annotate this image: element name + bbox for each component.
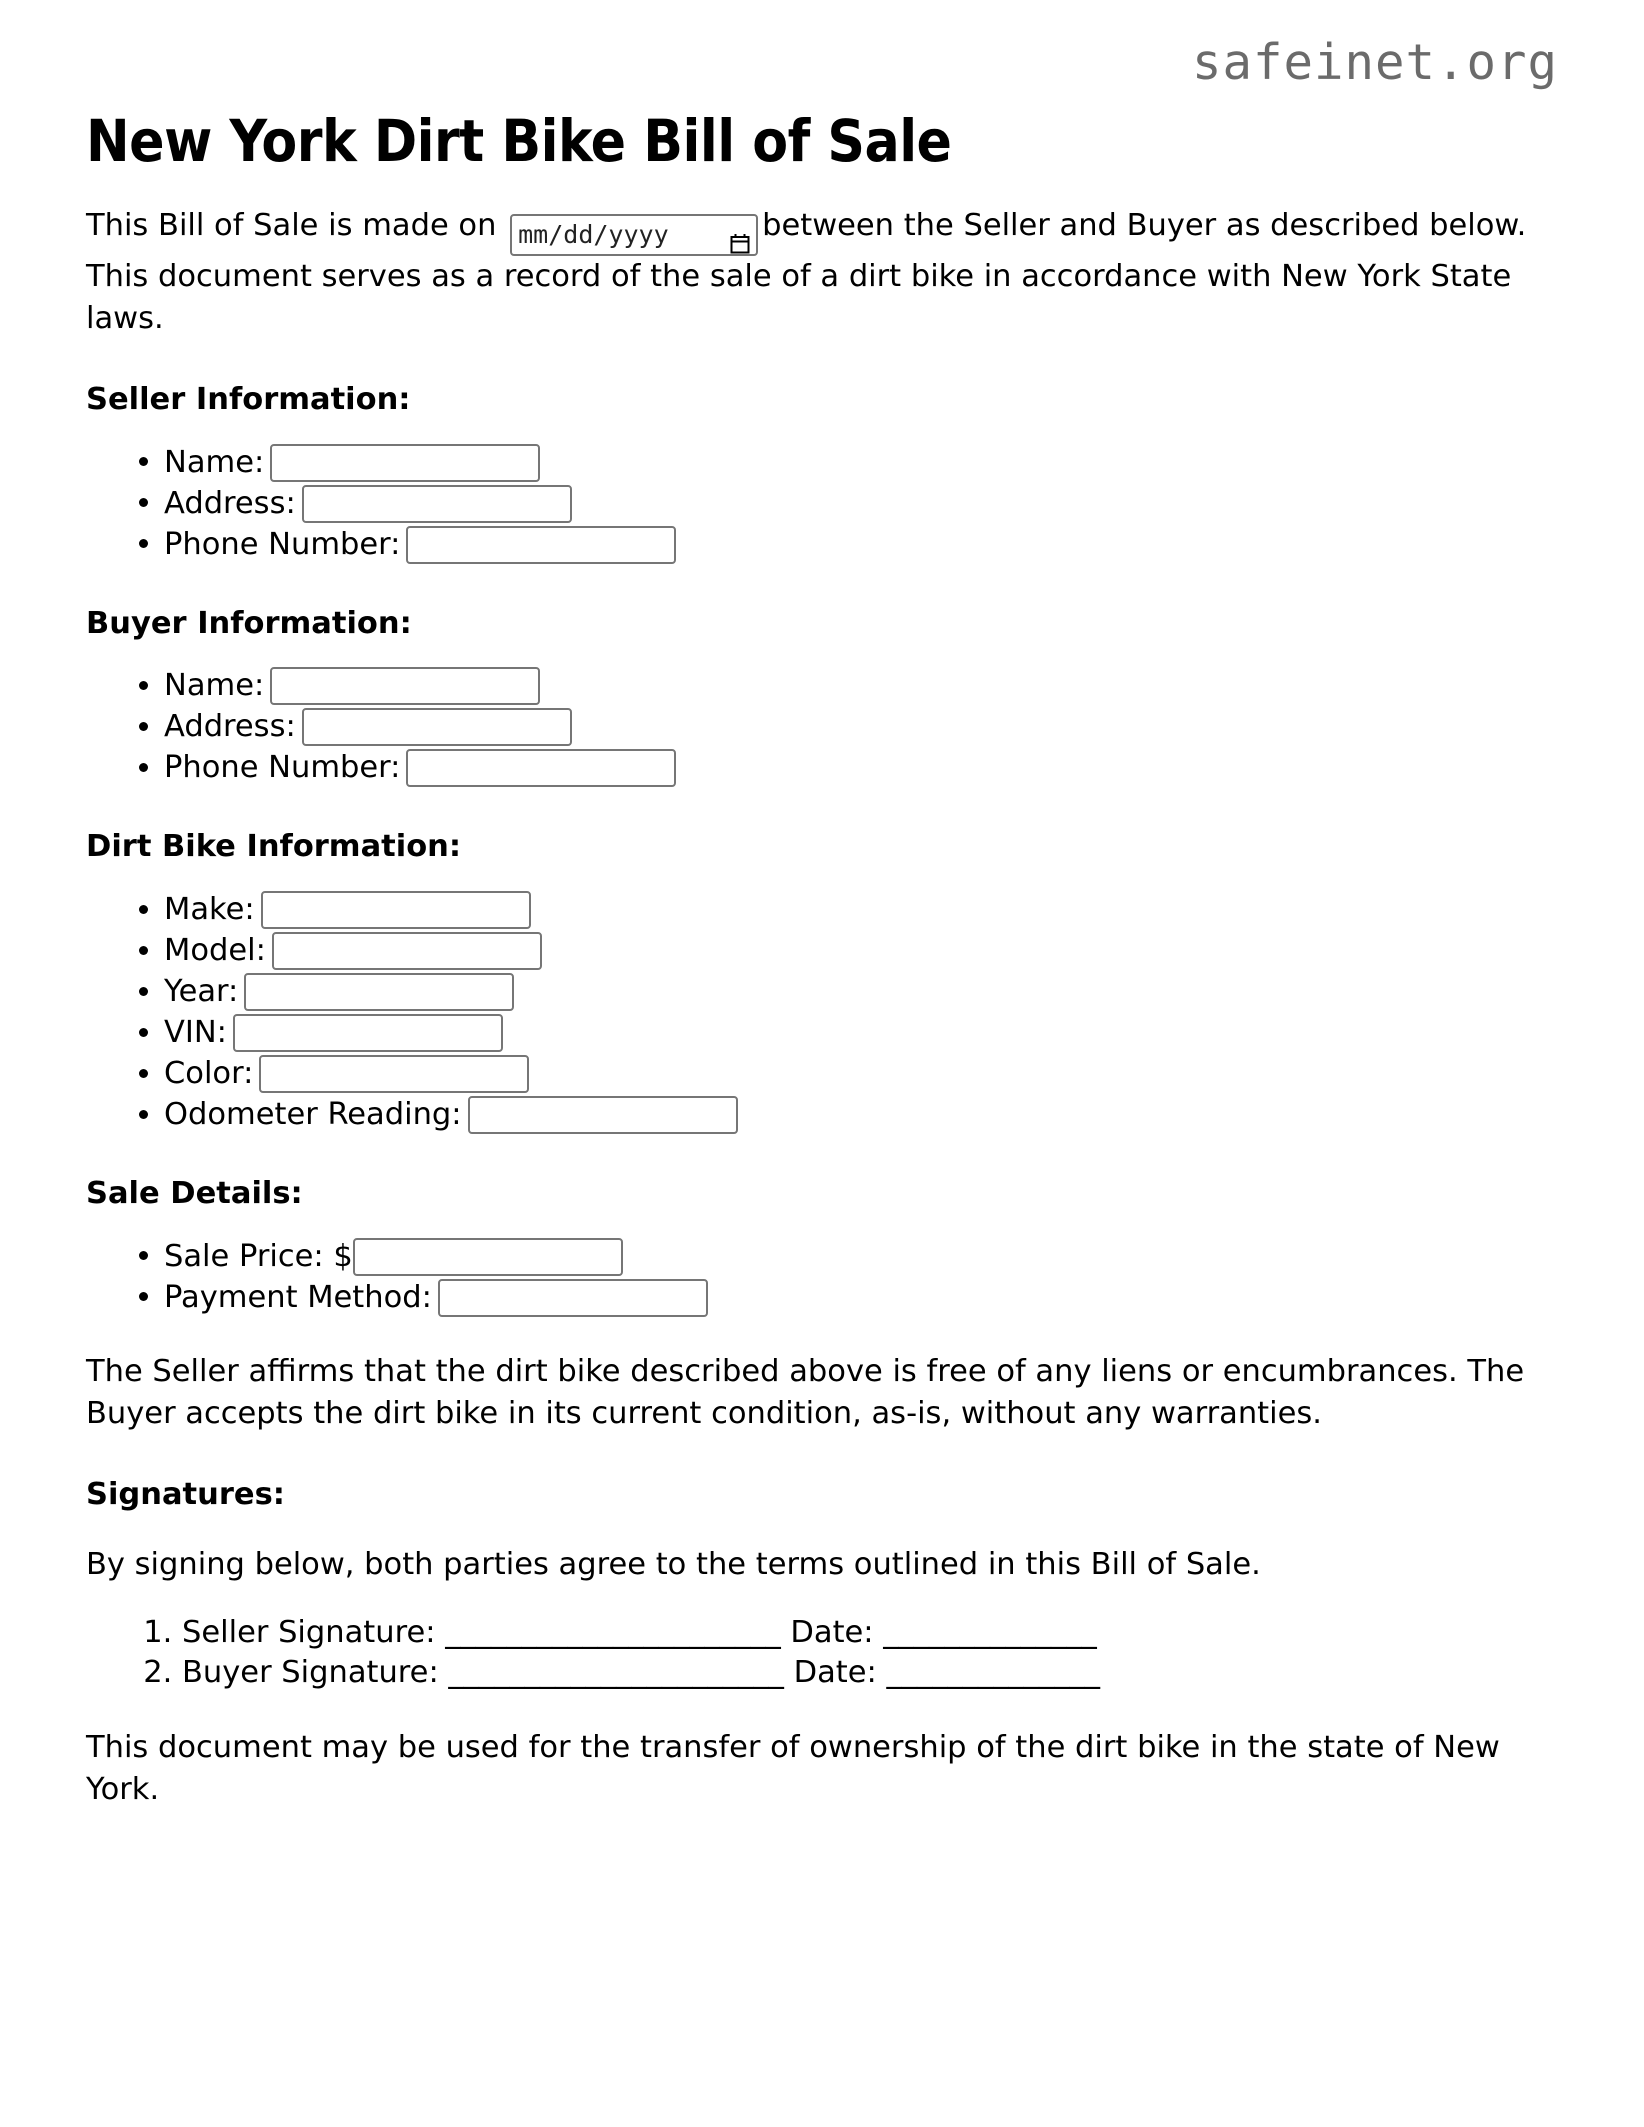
sale-price-input[interactable] <box>353 1238 623 1276</box>
site-watermark: safeinet.org <box>1191 34 1558 91</box>
buyer-phone-input[interactable] <box>406 749 676 787</box>
sale-date-input[interactable] <box>510 214 758 256</box>
bike-color-input[interactable] <box>259 1055 529 1093</box>
list-item <box>182 1653 1558 1693</box>
intro-paragraph <box>86 205 1531 340</box>
list-item <box>182 1613 1558 1653</box>
buyer-address-input[interactable] <box>302 708 572 746</box>
sale-price-label: Sale Price: $ <box>164 1238 353 1274</box>
list-item <box>164 667 1558 705</box>
buyer-name-input[interactable] <box>270 667 540 705</box>
list-item <box>164 708 1558 746</box>
seller-information-heading: Seller Information: <box>86 382 411 418</box>
seller-date-line[interactable]: ______________ <box>883 1614 1097 1650</box>
seller-signature-line[interactable]: ______________________ <box>445 1614 781 1650</box>
dirt-bike-information-heading: Dirt Bike Information: <box>86 829 462 865</box>
bike-year-label: Year: <box>164 973 239 1009</box>
seller-phone-input[interactable] <box>406 526 676 564</box>
bike-odometer-input[interactable] <box>468 1096 738 1134</box>
seller-phone-label: Phone Number: <box>164 526 401 562</box>
date-placeholder-text: mm/dd/yyyy <box>518 219 669 249</box>
seller-signature-label: Seller Signature: <box>182 1614 436 1650</box>
bike-color-label: Color: <box>164 1055 254 1091</box>
list-item <box>164 485 1558 523</box>
intro-text-before-date: This Bill of Sale is made on <box>86 207 497 243</box>
buyer-phone-label: Phone Number: <box>164 750 401 786</box>
list-item <box>164 1238 1558 1276</box>
bike-odometer-label: Odometer Reading: <box>164 1096 462 1132</box>
payment-method-input[interactable] <box>438 1279 708 1317</box>
buyer-information-heading: Buyer Information: <box>86 605 412 641</box>
bike-vin-input[interactable] <box>233 1014 503 1052</box>
buyer-date-line[interactable]: ______________ <box>886 1654 1101 1690</box>
buyer-field-list <box>86 667 1558 787</box>
seller-name-label: Name: <box>164 444 265 480</box>
payment-method-label: Payment Method: <box>164 1279 432 1315</box>
list-item <box>164 973 1558 1011</box>
list-item <box>164 749 1558 787</box>
bike-year-input[interactable] <box>244 973 514 1011</box>
sale-details-heading: Sale Details: <box>86 1176 303 1212</box>
list-item <box>164 932 1558 970</box>
buyer-date-label: Date: <box>793 1654 877 1690</box>
calendar-icon[interactable] <box>730 224 750 245</box>
bike-make-label: Make: <box>164 891 255 927</box>
list-item <box>164 526 1558 564</box>
affirmation-paragraph: The Seller affirms that the dirt bike described above is free of any liens or encumbrances. The Buyer accepts the dirt bike in its current condition, as-is, without any warranties. <box>86 1353 1525 1431</box>
dirt-bike-field-list <box>86 891 1558 1134</box>
buyer-address-label: Address: <box>164 709 296 745</box>
closing-paragraph: This document may be used for the transfer of ownership of the dirt bike in the state of New York. <box>86 1730 1500 1808</box>
seller-address-label: Address: <box>164 485 296 521</box>
list-item <box>164 1096 1558 1134</box>
signature-list <box>86 1613 1558 1694</box>
buyer-signature-line[interactable]: ______________________ <box>448 1654 784 1690</box>
seller-name-input[interactable] <box>270 444 540 482</box>
list-item <box>164 444 1558 482</box>
buyer-name-label: Name: <box>164 668 265 704</box>
list-item <box>164 891 1558 929</box>
seller-date-label: Date: <box>790 1614 874 1650</box>
list-item <box>164 1014 1558 1052</box>
list-item <box>164 1279 1558 1317</box>
signatures-heading: Signatures: <box>86 1476 285 1512</box>
intro-text-after-date: between the Seller and Buyer as described below. This document serves as a record of the sale of a dirt bike in accordance with New York State laws. <box>86 207 1527 337</box>
sale-details-field-list <box>86 1238 1558 1317</box>
bike-vin-label: VIN: <box>164 1014 227 1050</box>
bike-make-input[interactable] <box>261 891 531 929</box>
signing-paragraph: By signing below, both parties agree to the terms outlined in this Bill of Sale. <box>86 1547 1261 1583</box>
bike-model-label: Model: <box>164 932 266 968</box>
bike-model-input[interactable] <box>272 932 542 970</box>
buyer-signature-label: Buyer Signature: <box>182 1654 439 1690</box>
seller-field-list <box>86 444 1558 564</box>
seller-address-input[interactable] <box>302 485 572 523</box>
page-title: New York Dirt Bike Bill of Sale <box>86 107 952 175</box>
list-item <box>164 1055 1558 1093</box>
